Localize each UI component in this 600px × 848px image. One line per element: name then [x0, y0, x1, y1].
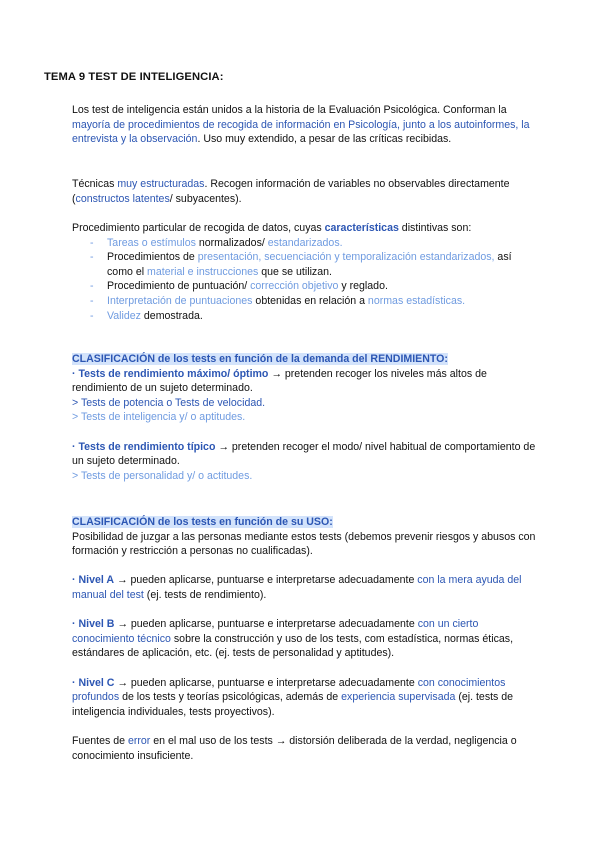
tecnicas-text-1: Técnicas — [72, 178, 118, 190]
nivel-b-text: → pueden aplicarse, puntuarse e interpretarse adecuadamente — [114, 618, 418, 631]
nivel-a-highlight: con la mera ayuda del manual del test — [72, 574, 522, 601]
nivel-c — [72, 676, 537, 720]
uso-section — [72, 515, 537, 763]
item-part: obtenidas en relación a — [252, 294, 368, 307]
dash-icon: - — [90, 280, 94, 293]
item-part: corrección objetivo — [250, 280, 339, 293]
rendimiento-heading: CLASIFICACIÓN de los tests en función de la demanda del RENDIMIENTO: — [72, 353, 448, 365]
item-part: así como el — [107, 251, 512, 278]
dash-icon: - — [90, 236, 94, 249]
item-part: Interpretación de puntuaciones — [107, 294, 253, 307]
item-part: presentación, secuenciación y temporalización estandarizados, — [197, 251, 495, 264]
max-label: · Tests de rendimiento máximo/ óptimo — [72, 367, 269, 380]
max-text: → pretenden recoger los niveles más altos de rendimiento de un sujeto determinado. — [72, 367, 487, 395]
tecnicas-text-5: / subyacentes). — [169, 192, 242, 205]
max-sub-1: > Tests de potencia o Tests de velocidad. — [72, 396, 266, 409]
rendimiento-heading-line — [72, 352, 537, 367]
nivel-b — [72, 617, 537, 661]
nivel-b-highlight: con un cierto conocimiento técnico — [72, 618, 479, 645]
nivel-c-label: · Nivel C — [72, 676, 115, 689]
intro-text-3: . Uso muy extendido, a pesar de las críticas recibidas. — [197, 133, 452, 146]
item-part: Procedimientos de — [107, 251, 198, 264]
dash-icon: - — [90, 294, 94, 307]
item-part: y reglado. — [338, 280, 388, 293]
fuentes-text: Fuentes de — [72, 734, 128, 747]
caracteristicas-list — [72, 236, 537, 324]
rendimiento-tipico — [72, 440, 537, 469]
item-part: Procedimiento de puntuación/ — [107, 280, 251, 293]
nivel-c-highlight: con conocimientos profundos — [72, 676, 506, 704]
nivel-c-highlight: experiencia supervisada — [341, 691, 456, 704]
uso-heading-line — [72, 515, 537, 530]
list-item — [72, 236, 537, 251]
procedimiento-highlight: características — [324, 222, 399, 234]
nivel-c-text: de los tests y teorías psicológicas, además de — [119, 691, 342, 704]
nivel-c-text: → pueden aplicarse, puntuarse e interpretarse adecuadamente — [114, 676, 418, 689]
item-part: normalizados/ — [195, 236, 268, 249]
rendimiento-maximo — [72, 367, 537, 396]
item-part: Validez — [107, 309, 141, 322]
tip-label: · Tests de rendimiento típico — [72, 440, 216, 453]
item-part: Tareas o estímulos — [107, 236, 196, 249]
fuentes-text: en el mal uso de los tests → distorsión deliberada de la verdad, negligencia o conocimiento insuficiente. — [72, 734, 517, 762]
tecnicas-highlight-2: constructos latentes — [75, 192, 170, 205]
uso-intro: Posibilidad de juzgar a las personas mediante estos tests (debemos prevenir riesgos y abusos con formación y restricción a personas no cualificadas). — [72, 530, 536, 558]
item-part: normas estadísticas. — [367, 294, 466, 307]
item-part: que se utilizan. — [258, 265, 332, 278]
procedimiento-text-3: distintivas son: — [398, 222, 472, 234]
fuentes-paragraph — [72, 734, 537, 763]
intro-paragraph — [72, 103, 537, 147]
page-title: TEMA 9 TEST DE INTELIGENCIA: — [44, 71, 224, 83]
tecnicas-highlight-1: muy estructuradas — [117, 178, 205, 190]
nivel-a-label: · Nivel A — [72, 574, 114, 587]
nivel-a — [72, 573, 537, 602]
intro-text-1: Los test de inteligencia están unidos a la historia de la Evaluación Psicológica. Conforman la — [72, 104, 507, 116]
rendimiento-section — [72, 352, 537, 483]
item-part: estandarizados. — [267, 236, 343, 249]
tip-text: → pretenden recoger el modo/ nivel habitual de comportamiento de un sujeto determinado. — [72, 440, 536, 468]
list-item — [72, 309, 537, 324]
intro-highlight: mayoría de procedimientos de recogida de información en Psicología, junto a los autoinformes, la entrevista y la observación — [72, 118, 530, 146]
item-part: demostrada. — [140, 309, 203, 322]
tecnicas-paragraph — [72, 177, 537, 206]
list-item — [72, 294, 537, 309]
nivel-a-text: (ej. tests de rendimiento). — [143, 588, 267, 601]
nivel-a-text: → pueden aplicarse, puntuarse e interpretarse adecuadamente — [114, 574, 418, 587]
tip-sub-1: > Tests de personalidad y/ o actitudes. — [72, 469, 253, 482]
procedimiento-section — [72, 221, 537, 323]
procedimiento-text-1: Procedimiento particular de recogida de datos, cuyas — [72, 222, 325, 234]
fuentes-highlight: error — [127, 734, 151, 747]
list-item — [72, 250, 537, 279]
item-part: material e instrucciones — [147, 265, 259, 278]
uso-heading: CLASIFICACIÓN de los tests en función de su USO: — [72, 516, 333, 528]
tecnicas-text-3: . Recogen información de variables no observables directamente ( — [72, 178, 510, 205]
nivel-b-text: sobre la construcción y uso de los tests, com estadística, normas éticas, estándares de aplicación, etc. (ej. tests de personalidad y aptitudes). — [72, 632, 514, 660]
nivel-b-label: · Nivel B — [72, 618, 115, 631]
dash-icon: - — [90, 251, 94, 264]
procedimiento-intro — [72, 221, 537, 236]
dash-icon: - — [90, 309, 94, 322]
list-item — [72, 279, 537, 294]
nivel-c-text: (ej. tests de inteligencia individuales, tests proyectivos). — [72, 691, 514, 718]
max-sub-2: > Tests de inteligencia y/ o aptitudes. — [72, 411, 246, 424]
